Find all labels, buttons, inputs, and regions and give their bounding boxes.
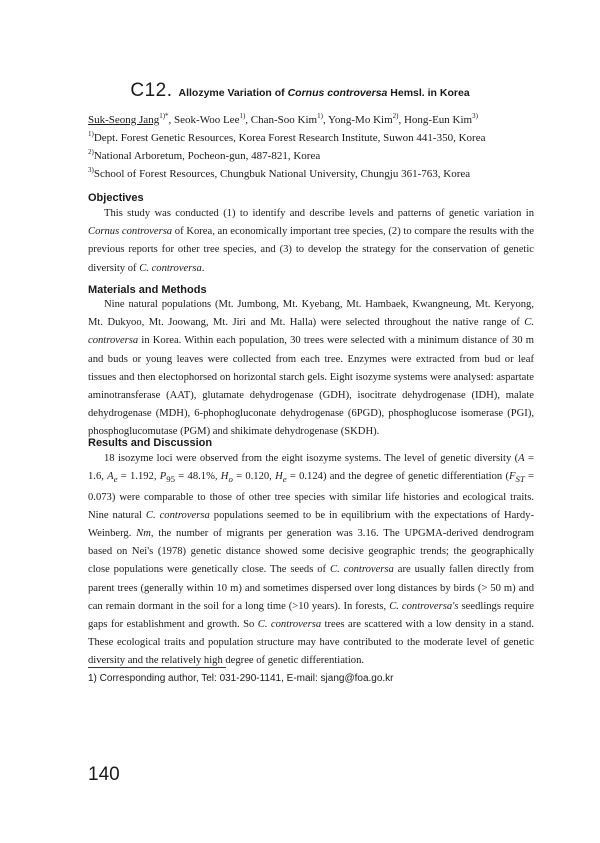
objectives-paragraph: This study was conducted (1) to identify and describe levels and patterns of genetic variation in Cornus controversa of Korea, an economically important tree species, (2) to compare the results with the previous reports for other tree species, and (3) to develop the strategy for the conservation of genetic diversity of C. controversa. (88, 208, 534, 274)
heading-objectives: Objectives (88, 192, 144, 204)
affiliation-1: $^{1)}$Dept. Forest Genetic Resources, Korea Forest Research Institute, Suwon 441-350, Korea (88, 130, 486, 144)
author-name: Yong-Mo Kim (328, 114, 393, 126)
results-paragraph: 18 isozyme loci were observed from the eight isozyme systems. The level of genetic diversity (A = 1.6, $A_e = 1.192$, $P_{95} = 48.1\%$, $H_o = 0.120$, $H_e = 0.124$) and the degree of genetic differentiation $(F_{ST} = 0.073)$ were comparable to those of other tree species with similar life histories and ecological traits. Nine natural C. controversa populations seemed to be in equilibrium with the expectations of Hardy-Weinberg. Nm, the number of migrants per generation was 3.16. The UPGMA-derived dendrogram based on Nei's (1978) genetic distance showed some decisive geographic trends; the geographically close populations were genetically close. The seeds of C. controversa are usually fallen directly from parent trees (generally within 10 m) and sometimes dispersed over long distances by birds (> 50 m) and can remain dormant in the soil for a long time (>10 years). In forests, C. controversa's seedlings require gaps for establishment and growth. So C. controversa trees are scattered with a low density in a stand. These ecological traits and population structure may have contributed to the moderate level of genetic diversity and the relatively high degree of genetic differentiation. (88, 453, 535, 667)
affiliation-2: $^{2)}$National Arboretum, Pocheon-gun, 487-821, Korea (88, 148, 321, 162)
methods-paragraph: Nine natural populations (Mt. Jumbong, Mt. Kyebang, Mt. Hambaek, Kwangneung, Mt. Keryong, Mt. Dukyoo, Mt. Joowang, Mt. Jiri and Mt. Halla) were selected throughout the native range of C. controversa in Korea. Within each population, 30 trees were selected with a minimum distance of 30 m and buds or young leaves were collected from each tree. Enzymes were extracted from bud or leaf tissues and then electophorsed on horizontal starch gels. Eight isozyme systems were analysed: aspartate aminotransferase (AAT), glutamate dehydrogenase (GDH), isocitrate dehydrogenase (IDH), malate dehydrogenase (MDH), 6-phophogluconate dehydrogenase (6PGD), phosphoglucose isomerase (PGI), phosphoglucomutase (PGM) and shikimate dehydrogenase (SKDH). (88, 299, 534, 438)
author-affil-mark: 1)* (159, 112, 169, 120)
abstract-code: C12. (130, 80, 173, 101)
author-name: Seok-Woo Lee (174, 114, 240, 126)
author-affil-mark: 2) (392, 112, 399, 120)
footnote-divider (88, 667, 226, 668)
title-text: Allozyme Variation of Cornus controversa Hemsl. in Korea (178, 87, 470, 99)
author-name: Chan-Soo Kim (250, 114, 318, 126)
affiliation-3: $^{3)}$School of Forest Resources, Chungbuk National University, Chungju 361-763, Korea (88, 166, 471, 180)
author-affil-mark: 3) (472, 112, 478, 120)
paper-title (0, 80, 600, 102)
heading-methods: Materials and Methods (88, 284, 207, 296)
footnote: 1) Corresponding author, Tel: 031-290-1141, E-mail: sjang@foa.go.kr (88, 673, 394, 684)
page-number: 140 (88, 764, 120, 785)
author-name: Hong-Eun Kim (403, 114, 473, 126)
author-list: Suk-Seong Jang$^{1)*}$, Seok-Woo Lee$^{1)}$, Chan-Soo Kim$^{1)}$, Yong-Mo Kim$^{2)}$, Hong-Eun Kim$^{3)}$ (88, 112, 478, 126)
heading-results: Results and Discussion (88, 437, 213, 449)
author-affil-mark: 1) (317, 112, 323, 120)
author-affil-mark: 1) (239, 112, 246, 120)
author-name: Suk-Seong Jang (88, 114, 160, 126)
